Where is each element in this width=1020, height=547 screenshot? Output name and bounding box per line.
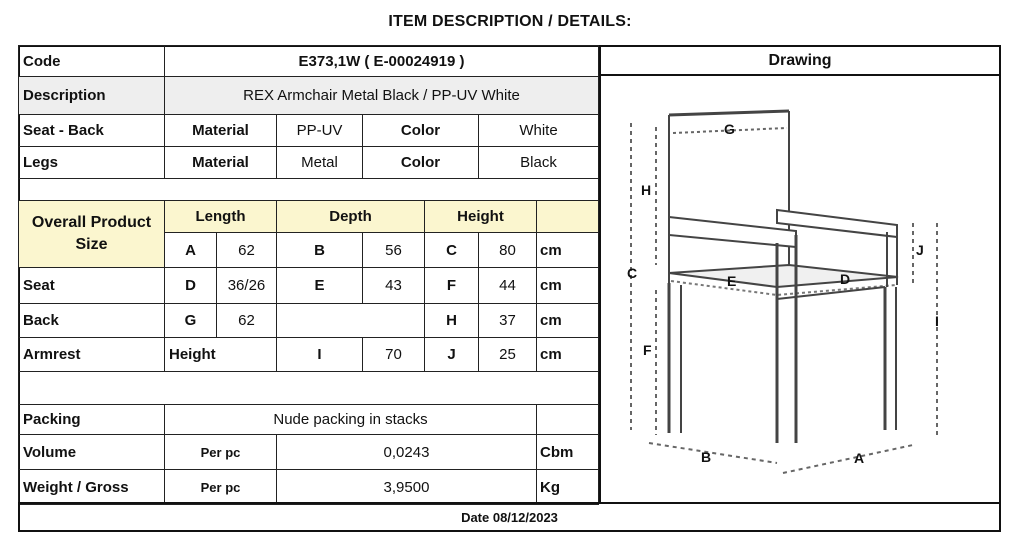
overall-length-key: A [165, 233, 217, 268]
armrest-j-key: J [425, 338, 479, 372]
height-header: Height [425, 201, 537, 233]
row-packing [19, 405, 599, 435]
seat-height-value: 44 [479, 268, 537, 304]
spacer-row [19, 179, 599, 201]
seat-back-material-label: Material [165, 115, 277, 147]
row-description [19, 77, 599, 115]
armchair-drawing [601, 75, 999, 502]
packing-empty [537, 405, 599, 435]
overall-size-label: Overall Product Size [19, 201, 165, 268]
seat-back-color-label: Color [363, 115, 479, 147]
overall-length-value: 62 [217, 233, 277, 268]
footer-date: Date 08/12/2023 [18, 502, 1001, 532]
legs-label: Legs [19, 147, 165, 179]
code-value: E373,1W ( E-00024919 ) [165, 46, 599, 77]
row-volume [19, 435, 599, 470]
weight-label: Weight / Gross [19, 470, 165, 505]
label-c: C [627, 265, 638, 281]
unit-header [537, 201, 599, 233]
back-length-value: 62 [217, 304, 277, 338]
armrest-i-key: I [277, 338, 363, 372]
armrest-unit: cm [537, 338, 599, 372]
row-armrest [19, 338, 599, 372]
label-g: G [724, 121, 735, 137]
seat-unit: cm [537, 268, 599, 304]
armrest-label: Armrest [19, 338, 165, 372]
seat-length-key: D [165, 268, 217, 304]
back-length-key: G [165, 304, 217, 338]
legs-material: Metal [277, 147, 363, 179]
seat-height-key: F [425, 268, 479, 304]
packing-label: Packing [19, 405, 165, 435]
page-title: ITEM DESCRIPTION / DETAILS: [388, 13, 632, 30]
seat-back-label: Seat - Back [19, 115, 165, 147]
weight-per: Per pc [165, 470, 277, 505]
overall-height-value: 80 [479, 233, 537, 268]
seat-depth-value: 43 [363, 268, 425, 304]
description-value: REX Armchair Metal Black / PP-UV White [165, 77, 599, 115]
spacer-row-2 [19, 372, 599, 405]
armrest-j-value: 25 [479, 338, 537, 372]
row-seat-back [19, 115, 599, 147]
volume-per: Per pc [165, 435, 277, 470]
back-label: Back [19, 304, 165, 338]
label-i: I [935, 313, 939, 329]
volume-label: Volume [19, 435, 165, 470]
packing-value: Nude packing in stacks [165, 405, 537, 435]
seat-length-value: 36/26 [217, 268, 277, 304]
seat-label: Seat [19, 268, 165, 304]
overall-unit: cm [537, 233, 599, 268]
drawing-area [599, 75, 1001, 502]
volume-value: 0,0243 [277, 435, 537, 470]
weight-value: 3,9500 [277, 470, 537, 505]
seat-back-material: PP-UV [277, 115, 363, 147]
drawing-header: Drawing [599, 45, 1001, 76]
depth-header: Depth [277, 201, 425, 233]
back-unit: cm [537, 304, 599, 338]
overall-depth-value: 56 [363, 233, 425, 268]
label-e: E [727, 273, 737, 289]
code-label: Code [19, 46, 165, 77]
armrest-i-value: 70 [363, 338, 425, 372]
label-f: F [643, 342, 652, 358]
back-height-value: 37 [479, 304, 537, 338]
row-seat [19, 268, 599, 304]
back-height-key: H [425, 304, 479, 338]
label-h: H [641, 182, 652, 198]
overall-depth-key: B [277, 233, 363, 268]
label-b: B [701, 449, 712, 465]
row-back [19, 304, 599, 338]
legs-material-label: Material [165, 147, 277, 179]
volume-unit: Cbm [537, 435, 599, 470]
length-header: Length [165, 201, 277, 233]
weight-unit: Kg [537, 470, 599, 505]
label-j: J [916, 242, 924, 258]
row-legs [19, 147, 599, 179]
description-label: Description [19, 77, 165, 115]
legs-color: Black [479, 147, 599, 179]
overall-height-key: C [425, 233, 479, 268]
row-weight [19, 470, 599, 505]
label-d: D [840, 271, 851, 287]
seat-back-color: White [479, 115, 599, 147]
label-a: A [854, 450, 865, 466]
row-code [19, 46, 599, 77]
back-depth-empty [277, 304, 425, 338]
armrest-height-label: Height [165, 338, 277, 372]
row-size-header [19, 201, 599, 233]
spec-table [18, 45, 599, 505]
legs-color-label: Color [363, 147, 479, 179]
seat-depth-key: E [277, 268, 363, 304]
